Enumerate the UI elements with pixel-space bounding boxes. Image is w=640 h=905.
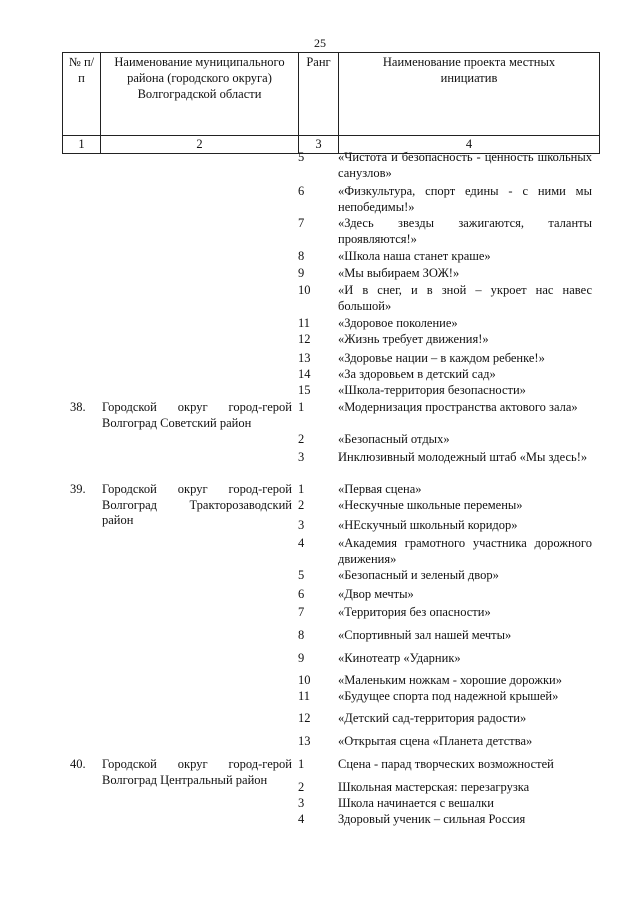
- header-col-number: № п/п: [62, 53, 100, 135]
- project-name: «Безопасный и зеленый двор»: [338, 568, 499, 582]
- rank: 3: [298, 796, 305, 810]
- project-name: Школа начинается с вешалки: [338, 796, 494, 810]
- rank: 2: [298, 498, 305, 512]
- project-name: «Академия грамотного участника дорожного движения»: [338, 536, 592, 566]
- rank: 1: [298, 757, 305, 771]
- rank: 10: [298, 283, 311, 297]
- project-name: «Безопасный отдых»: [338, 432, 450, 446]
- project-name: «Здесь звезды зажигаются, таланты проявляются!»: [338, 216, 592, 246]
- rank: 8: [298, 628, 305, 642]
- project-name: Школьная мастерская: перезагрузка: [338, 780, 530, 794]
- project-name: «Детский сад-территория радости»: [338, 711, 527, 725]
- project-name: «Модернизация пространства актового зала»: [338, 400, 578, 414]
- column-number-4: 4: [338, 136, 600, 153]
- rank: 13: [298, 734, 311, 748]
- rank: 1: [298, 400, 305, 414]
- rank: 9: [298, 266, 305, 280]
- rank: 12: [298, 711, 311, 725]
- project-name: «Маленьким ножкам - хорошие дорожки»: [338, 673, 562, 687]
- district-name: Городской округ город-герой Волгоград Центральный район: [102, 757, 292, 787]
- project-name: «Будущее спорта под надежной крышей»: [338, 689, 559, 703]
- project-name: «Физкультура, спорт едины - с ними мы непобедимы!»: [338, 184, 592, 214]
- rank: 5: [298, 150, 305, 164]
- header-col-district: Наименование муниципального района (городского округа) Волгоградской области: [100, 53, 298, 135]
- column-number-1: 1: [62, 136, 100, 153]
- column-number-3: 3: [298, 136, 338, 153]
- rank: 2: [298, 432, 305, 446]
- rank: 11: [298, 316, 311, 330]
- rank: 12: [298, 332, 311, 346]
- rank: 9: [298, 651, 305, 665]
- row-number: 40.: [70, 757, 86, 771]
- project-name: «Мы выбираем ЗОЖ!»: [338, 266, 460, 280]
- project-name: «Первая сцена»: [338, 482, 422, 496]
- rank: 11: [298, 689, 311, 703]
- rank: 13: [298, 351, 311, 365]
- project-name: «Здоровое поколение»: [338, 316, 458, 330]
- rank: 4: [298, 536, 305, 550]
- rank: 7: [298, 216, 305, 230]
- rank: 10: [298, 673, 311, 687]
- project-name: «Нескучные школьные перемены»: [338, 498, 523, 512]
- project-name: Сцена - парад творческих возможностей: [338, 757, 554, 771]
- rank: 4: [298, 812, 305, 826]
- column-number-2: 2: [100, 136, 298, 153]
- project-name: «Двор мечты»: [338, 587, 414, 601]
- project-name: «Спортивный зал нашей мечты»: [338, 628, 512, 642]
- project-name: Инклюзивный молодежный штаб «Мы здесь!»: [338, 450, 588, 464]
- table-header: [62, 52, 600, 154]
- project-name: «За здоровьем в детский сад»: [338, 367, 496, 381]
- rank: 7: [298, 605, 305, 619]
- project-name: «Школа наша станет краше»: [338, 249, 491, 263]
- project-name: «Территория без опасности»: [338, 605, 491, 619]
- project-name: «Здоровье нации – в каждом ребенке!»: [338, 351, 545, 365]
- project-name: «Чистота и безопасность - ценность школьных санузлов»: [338, 150, 592, 180]
- project-name: «И в снег, и в зной – укроет нас навес большой»: [338, 283, 592, 313]
- header-row: [62, 52, 600, 136]
- page-number: 25: [314, 36, 326, 50]
- table-body: [62, 150, 600, 850]
- project-name: «Кинотеатр «Ударник»: [338, 651, 461, 665]
- project-name: «Открытая сцена «Планета детства»: [338, 734, 533, 748]
- project-name: Здоровый ученик – сильная Россия: [338, 812, 526, 826]
- rank: 6: [298, 184, 305, 198]
- rank: 14: [298, 367, 311, 381]
- project-name: «Жизнь требует движения!»: [338, 332, 489, 346]
- rank: 5: [298, 568, 305, 582]
- rank: 6: [298, 587, 305, 601]
- district-name: Городской округ город-герой Волгоград Советский район: [102, 400, 292, 430]
- rank: 2: [298, 780, 305, 794]
- header-col-rank: Ранг: [298, 53, 338, 135]
- district-name: Городской округ город-герой Волгоград Тракторозаводский район: [102, 482, 292, 527]
- rank: 3: [298, 518, 305, 532]
- rank: 8: [298, 249, 305, 263]
- row-number: 39.: [70, 482, 86, 496]
- rank: 15: [298, 383, 311, 397]
- header-col-project: Наименование проекта местных инициатив: [338, 53, 600, 135]
- project-name: «НЕскучный школьный коридор»: [338, 518, 518, 532]
- project-name: «Школа-территория безопасности»: [338, 383, 526, 397]
- row-number: 38.: [70, 400, 86, 414]
- rank: 3: [298, 450, 305, 464]
- rank: 1: [298, 482, 305, 496]
